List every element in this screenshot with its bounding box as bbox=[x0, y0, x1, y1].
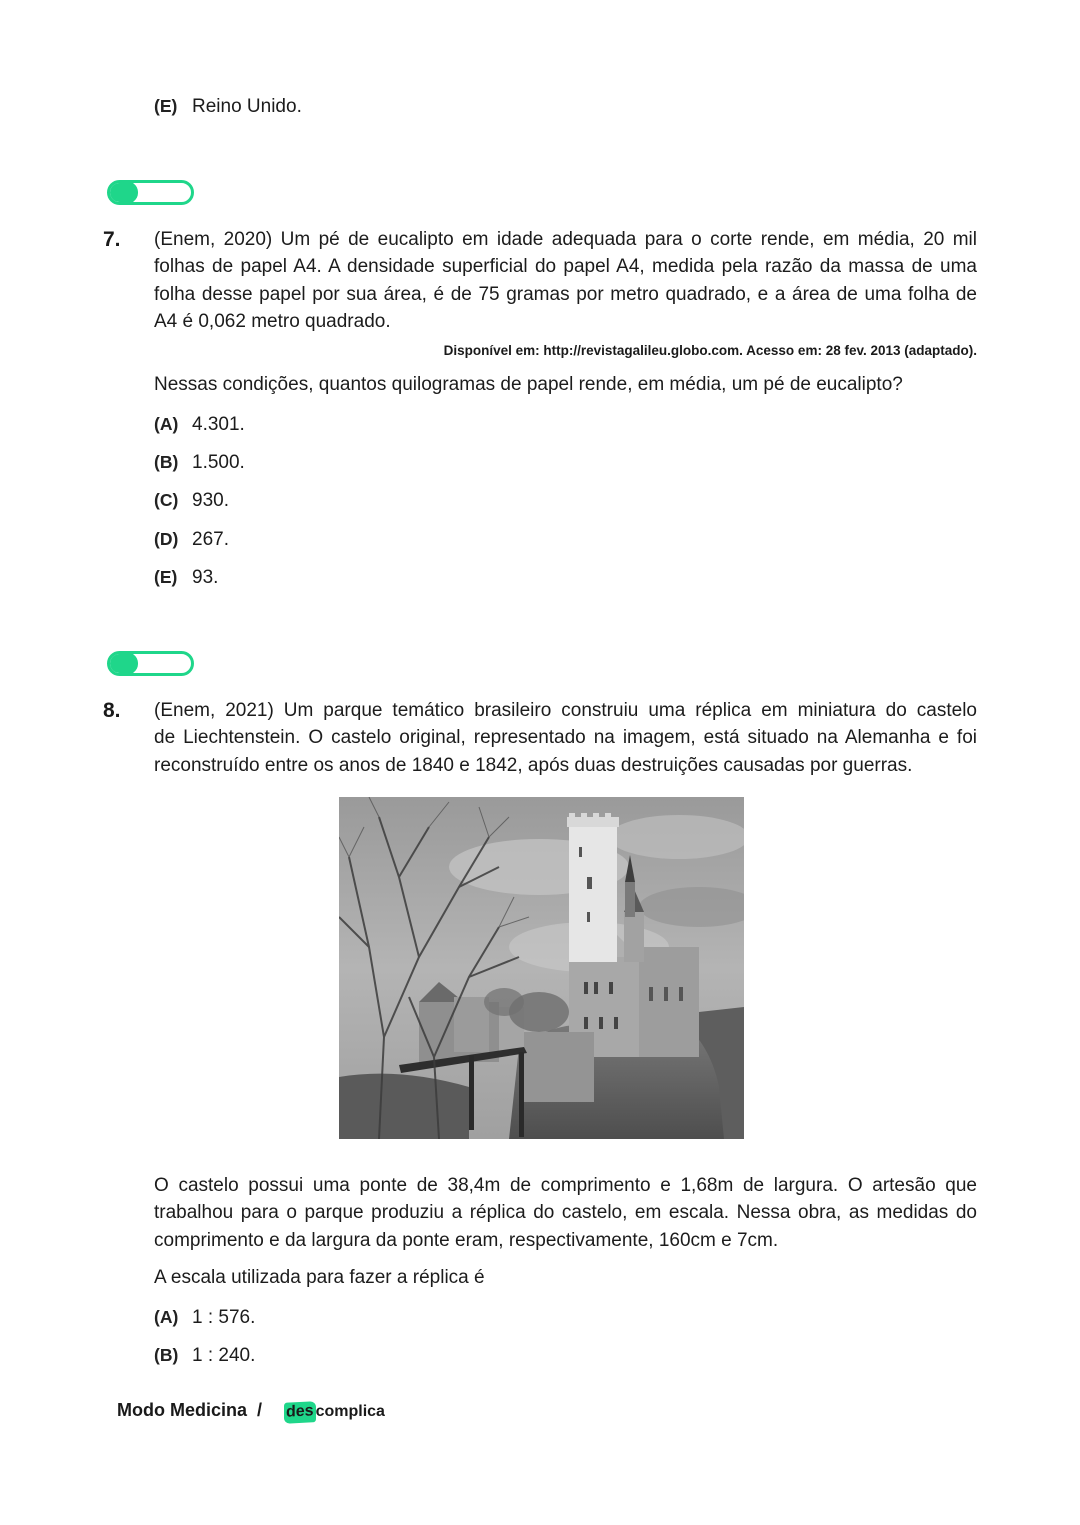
question-7-number: 7. bbox=[103, 228, 121, 251]
option-letter: (E) bbox=[154, 567, 178, 587]
option-letter: (E) bbox=[154, 96, 178, 116]
statement-line: folha desse papel por sua área, é de 75 gramas por metro quadrado, e a área de uma folha de bbox=[154, 283, 977, 305]
option-text: 930. bbox=[192, 490, 229, 511]
text-line: O castelo possui uma ponte de 38,4m de comprimento e 1,68m de largura. O artesão que bbox=[154, 1175, 977, 1196]
brand-rest: complica bbox=[315, 1403, 385, 1420]
question-7-toggle[interactable] bbox=[107, 180, 194, 205]
statement-line: reconstruído entre os anos de 1840 e 1842, após duas destruições causadas por guerras. bbox=[154, 754, 913, 776]
question-8-toggle[interactable] bbox=[107, 651, 194, 676]
question-7-option-a[interactable] bbox=[154, 412, 245, 437]
statement-line: (Enem, 2021) Um parque temático brasileiro construiu uma réplica em miniatura do castelo bbox=[154, 700, 977, 721]
castle-image-graphic bbox=[339, 797, 744, 1139]
option-text: 1 : 576. bbox=[192, 1307, 256, 1328]
option-text: 93. bbox=[192, 567, 219, 588]
option-letter: (D) bbox=[154, 529, 179, 549]
toggle-knob bbox=[107, 180, 138, 205]
option-letter: (C) bbox=[154, 490, 179, 510]
question-7-source: Disponível em: http://revistagalileu.globo.com. Acesso em: 28 fev. 2013 (adaptado). bbox=[443, 343, 977, 358]
question-7-option-b[interactable] bbox=[154, 450, 245, 475]
previous-question-option-e bbox=[154, 94, 302, 119]
text-line: trabalhou para o parque produziu a réplica do castelo, em escala. Nessa obra, as medidas do bbox=[154, 1202, 977, 1224]
option-text: 1.500. bbox=[192, 452, 245, 473]
brand-highlight: des bbox=[284, 1401, 316, 1424]
statement-line: (Enem, 2020) Um pé de eucalipto em idade adequada para o corte rende, em média, 20 mil bbox=[154, 229, 977, 250]
option-letter: (A) bbox=[154, 414, 179, 434]
question-7-option-e[interactable] bbox=[154, 565, 218, 590]
option-letter: (A) bbox=[154, 1307, 179, 1327]
question-7-option-c[interactable] bbox=[154, 488, 229, 513]
question-8-statement bbox=[154, 697, 977, 779]
question-7-stem: Nessas condições, quantos quilogramas de papel rende, em média, um pé de eucalipto? bbox=[154, 374, 903, 395]
option-text: 1 : 240. bbox=[192, 1345, 256, 1366]
question-8-text bbox=[154, 1172, 977, 1254]
text-line: comprimento e da largura da ponte eram, respectivamente, 160cm e 7cm. bbox=[154, 1229, 779, 1251]
option-text: 4.301. bbox=[192, 414, 245, 435]
question-7-option-d[interactable] bbox=[154, 527, 229, 552]
option-text: Reino Unido. bbox=[192, 96, 302, 117]
statement-line: folhas de papel A4. A densidade superficial do papel A4, medida pela razão da massa de uma bbox=[154, 256, 977, 278]
option-letter: (B) bbox=[154, 452, 179, 472]
statement-line: A4 é 0,062 metro quadrado. bbox=[154, 310, 391, 332]
footer-label: Modo Medicina / bbox=[117, 1400, 263, 1420]
toggle-knob bbox=[107, 651, 138, 676]
option-text: 267. bbox=[192, 529, 229, 550]
question-8-option-b[interactable] bbox=[154, 1343, 255, 1368]
statement-line: de Liechtenstein. O castelo original, representado na imagem, está situado na Alemanha e foi bbox=[154, 727, 977, 749]
question-8-stem: A escala utilizada para fazer a réplica é bbox=[154, 1267, 485, 1288]
descomplica-logo bbox=[284, 1400, 385, 1424]
question-7-statement bbox=[154, 226, 977, 335]
castle-photo bbox=[339, 797, 744, 1139]
question-8-option-a[interactable] bbox=[154, 1305, 255, 1330]
question-8-number: 8. bbox=[103, 699, 121, 722]
option-letter: (B) bbox=[154, 1345, 179, 1365]
